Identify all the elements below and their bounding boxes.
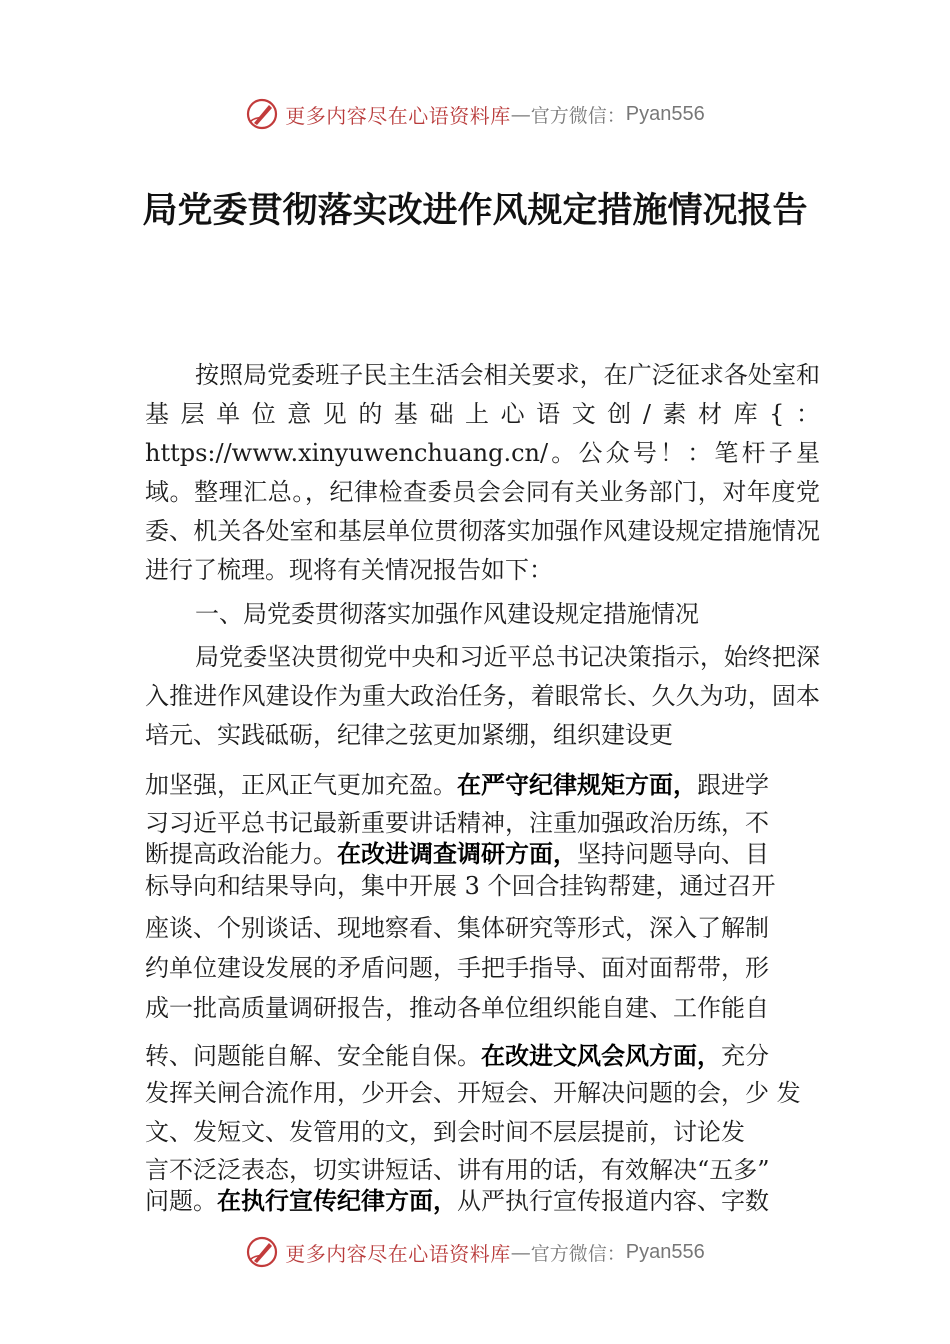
- section-heading-1: 一、局党委贯彻落实加强作风建设规定措施情况: [195, 600, 699, 628]
- body-line: 成一批高质量调研报告，推动各单位组织能自建、工作能自: [145, 994, 769, 1022]
- bold-subheading: 在改进调查调研方面，: [337, 840, 577, 868]
- bold-subheading: 在执行宣传纪律方面，: [217, 1187, 457, 1215]
- quill-logo-icon: [245, 97, 279, 131]
- wechat-account: Pyan556: [625, 102, 705, 125]
- body-line: 座谈、个别谈话、现地察看、集体研究等形式，深入了解制: [145, 914, 769, 942]
- body-line: 加坚强，正风正气更加充盈。在严守纪律规矩方面，跟进学: [145, 771, 769, 799]
- body-line: 言不泛泛表态，切实讲短话、讲有用的话，有效解决“五多”: [145, 1156, 770, 1184]
- site-name-text: 更多内容尽在心语资料库: [285, 103, 511, 128]
- body-line: 约单位建设发展的矛盾问题，手把手指导、面对面帮带，形: [145, 954, 769, 982]
- intro-paragraph: 按照局党委班子民主生活会相关要求，在广泛征求各处室和基层单位意见的基础上心语文创/素材库{：https://www.xinyuwenchuang.cn/。公众号！：笔杆子星域。整理汇总。，纪律检查委员会会同有关业务部门，对年度党委、机关各处室和基层单位贯彻落实加强作风建设规定措施情况进行了梳理。现将有关情况报告如下：: [145, 361, 820, 584]
- body-line: 标导向和结果导向，集中开展 3 个回合挂钩帮建，通过召开: [145, 872, 776, 900]
- body-line: 习习近平总书记最新重要讲话精神，注重加强政治历练，不: [145, 809, 769, 837]
- separator-dash: —: [510, 102, 531, 126]
- footer-watermark-banner: [0, 1232, 950, 1272]
- wechat-label: 官方微信：: [530, 104, 626, 127]
- wechat-label: 官方微信：: [530, 1242, 626, 1265]
- body-line: 问题。在执行宣传纪律方面，从严执行宣传报道内容、字数: [145, 1187, 769, 1215]
- separator-dash: —: [510, 1240, 531, 1264]
- body-paragraph-2: 局党委坚决贯彻党中央和习近平总书记决策指示，始终把深入推进作风建设作为重大政治任务，着眼常长、久久为功，固本培元、实践砥砺，纪律之弦更加紧绷，组织建设更: [145, 643, 820, 749]
- body-line: 文、发短文、发管用的文，到会时间不层层提前，讨论发: [145, 1118, 745, 1146]
- body-line: 转、问题能自解、安全能自保。在改进文风会风方面，充分: [145, 1042, 769, 1070]
- body-line: 断提高政治能力。在改进调查调研方面，坚持问题导向、目: [145, 840, 769, 868]
- document-title: 局党委贯彻落实改进作风规定措施情况报告: [142, 190, 808, 231]
- wechat-account: Pyan556: [625, 1240, 705, 1263]
- body-line: 发挥关闸合流作用，少开会、开短会、开解决问题的会，少 发: [145, 1079, 801, 1107]
- bold-subheading: 在改进文风会风方面，: [481, 1042, 721, 1070]
- quill-logo-icon: [245, 1235, 279, 1269]
- bold-subheading: 在严守纪律规矩方面，: [457, 771, 697, 799]
- site-name-text: 更多内容尽在心语资料库: [285, 1241, 511, 1266]
- header-watermark-banner: [0, 94, 950, 134]
